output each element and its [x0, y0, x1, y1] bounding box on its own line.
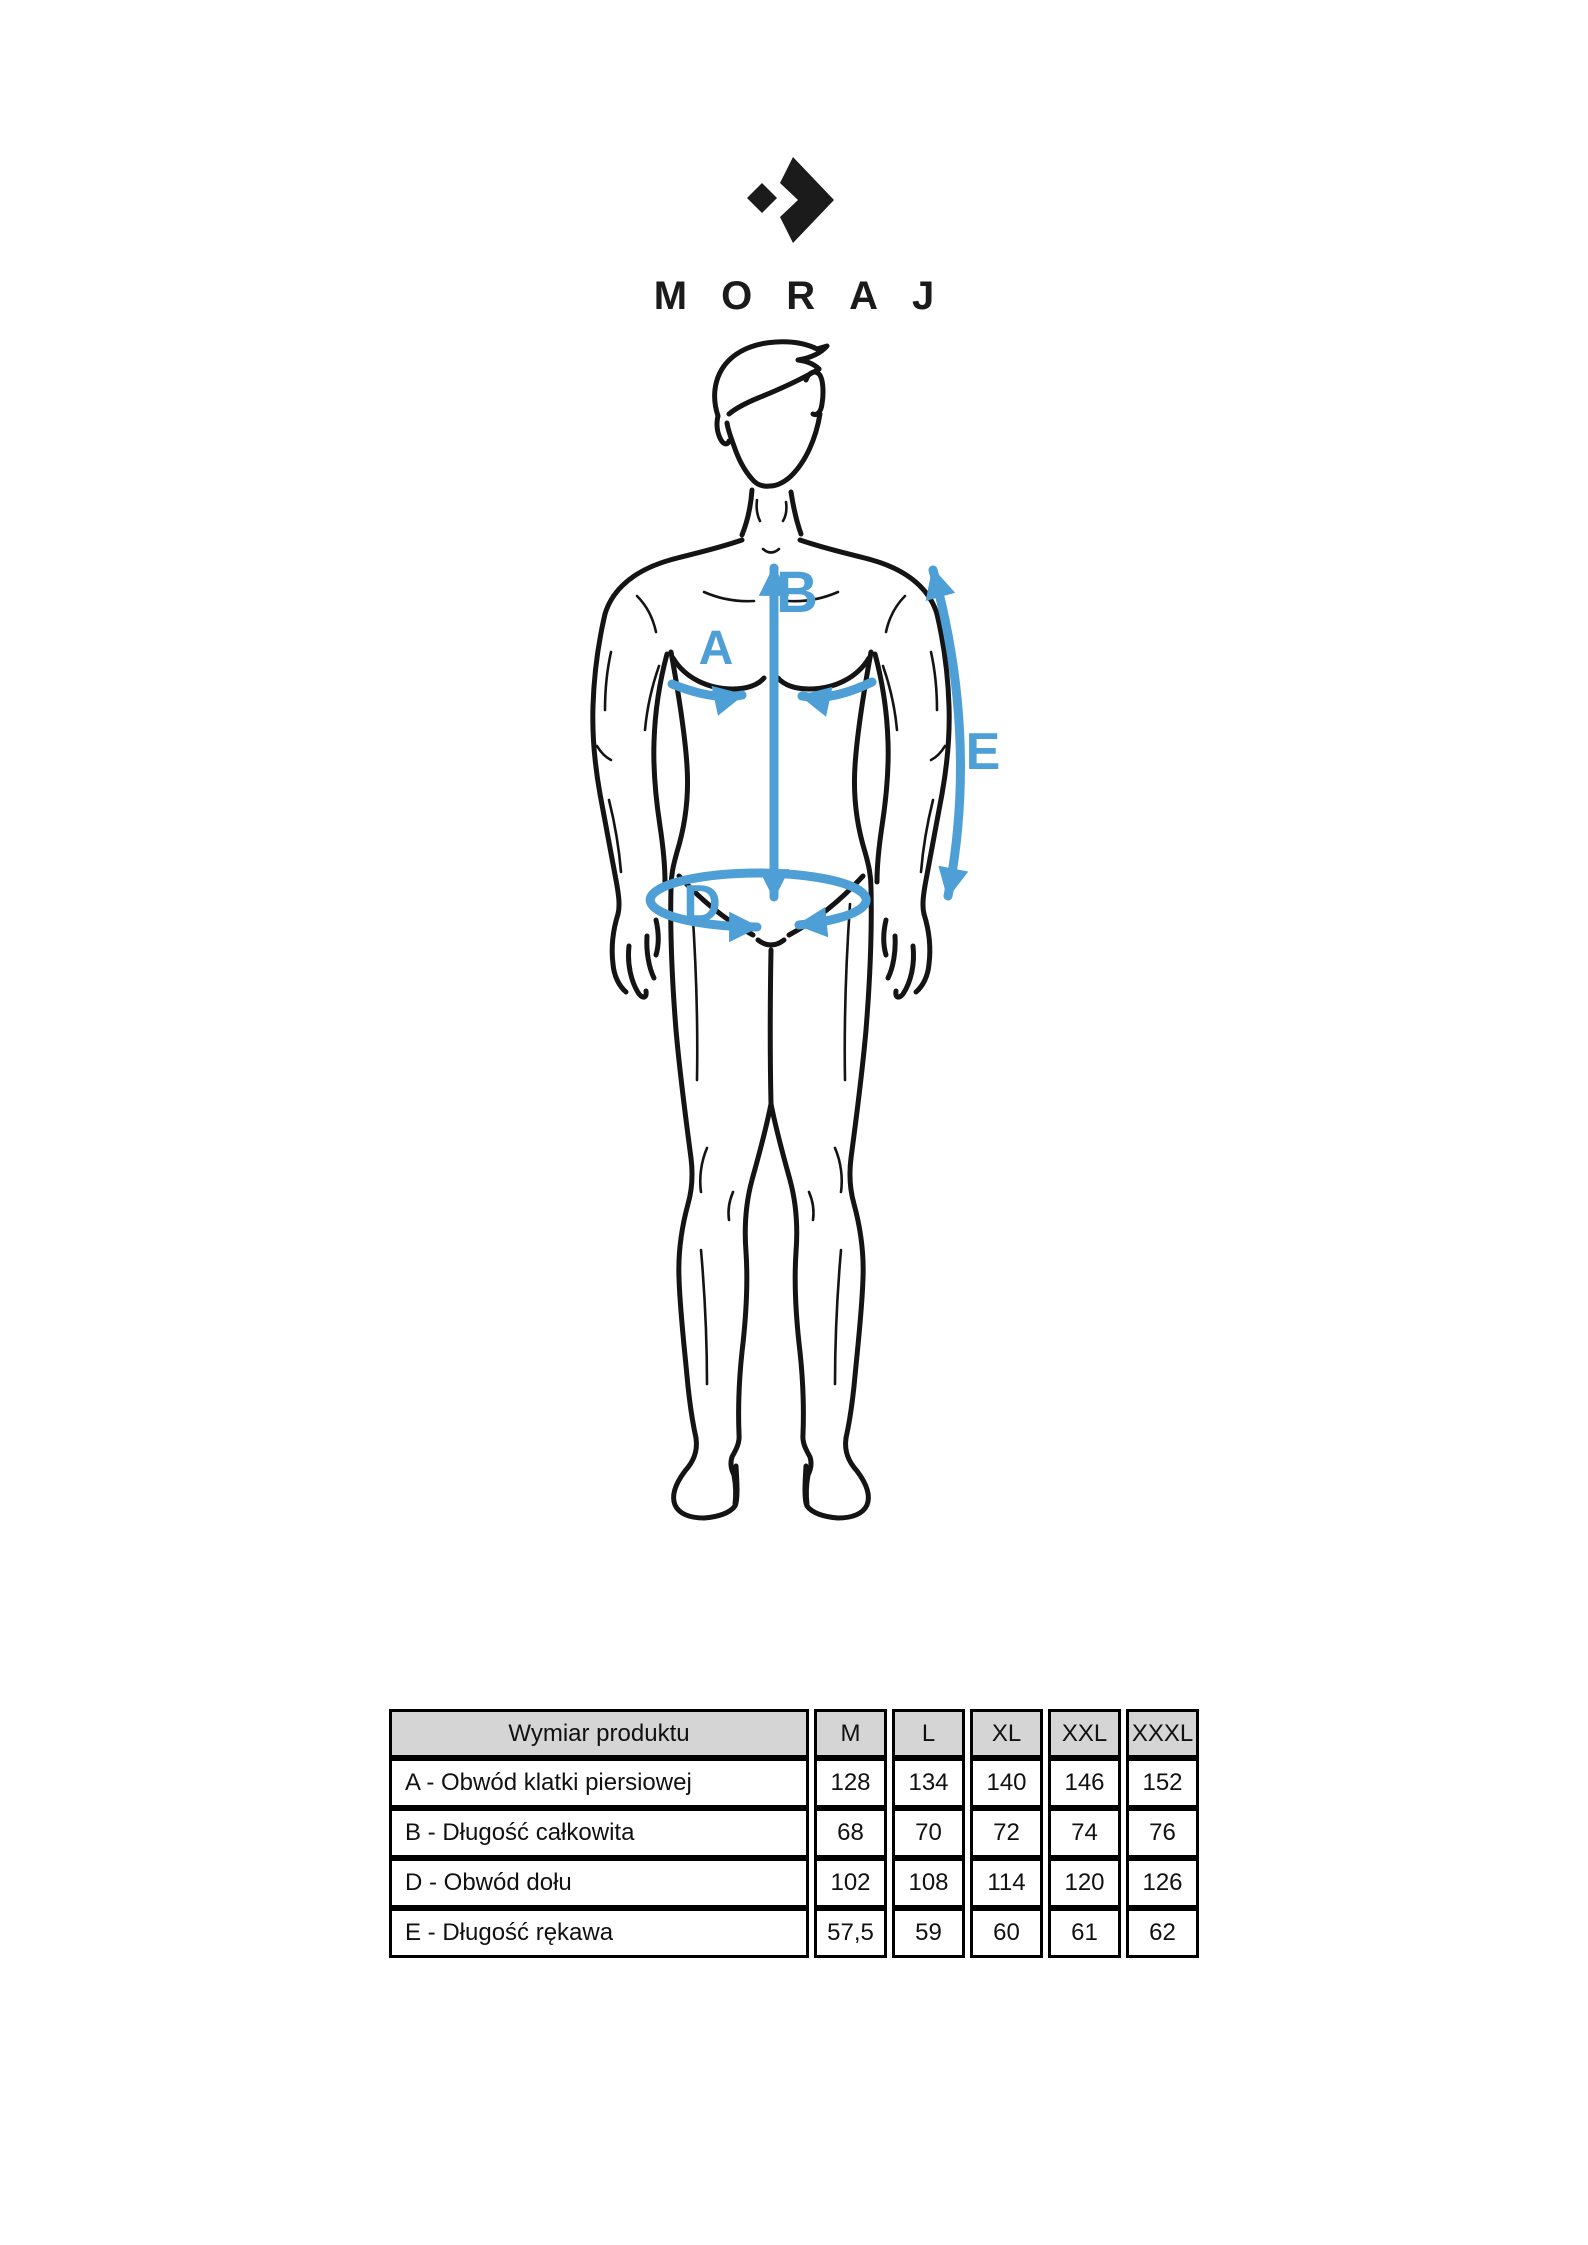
size-value: 140 [970, 1758, 1043, 1808]
inner-thigh-path [770, 950, 771, 1104]
arm-left-inner-path [654, 654, 667, 882]
arm-right-inner-path [875, 654, 888, 882]
right-ear-path [806, 372, 823, 415]
hand-right-path [916, 914, 930, 992]
size-value: 152 [1126, 1758, 1199, 1808]
table-header-row [389, 1709, 1199, 1758]
size-value: 59 [892, 1908, 965, 1958]
shoulder-right-path [800, 540, 937, 614]
hand-left-thumb-path [656, 920, 658, 955]
col-header-xl: XL [970, 1709, 1043, 1758]
col-header-l: L [892, 1709, 965, 1758]
logo-chevron-icon [780, 157, 834, 243]
size-value: 62 [1126, 1908, 1199, 1958]
size-value: 70 [892, 1808, 965, 1858]
size-value: 68 [814, 1808, 887, 1858]
hand-right-finger2-path [888, 936, 895, 978]
leg-right-outer-path [846, 888, 871, 1438]
label-e: E [965, 723, 1001, 781]
arm-left-outer-path [593, 614, 619, 914]
size-value: 60 [970, 1908, 1043, 1958]
table-row-d [389, 1858, 1199, 1908]
hand-right-finger-path [896, 946, 914, 997]
size-value: 120 [1048, 1858, 1121, 1908]
size-value: 126 [1126, 1858, 1199, 1908]
size-value: 134 [892, 1758, 965, 1808]
foot-left-path [674, 1438, 737, 1518]
leg-left-inner-path [739, 1104, 771, 1434]
row-label: D - Obwód dołu [389, 1858, 809, 1908]
size-value: 72 [970, 1808, 1043, 1858]
row-label: A - Obwód klatki piersiowej [389, 1758, 809, 1808]
label-b: B [776, 560, 818, 625]
table-row-e [389, 1908, 1199, 1958]
hand-left-finger2-path [647, 936, 654, 978]
col-header-xxxl: XXXL [1126, 1709, 1199, 1758]
row-label: E - Długość rękawa [389, 1908, 809, 1958]
col-header-m: M [814, 1709, 887, 1758]
brand-wordmark: MORAJ [653, 274, 969, 318]
hand-left-finger-path [628, 946, 646, 997]
hand-left-path [612, 914, 626, 992]
size-value: 108 [892, 1858, 965, 1908]
size-value: 114 [970, 1858, 1043, 1908]
size-value: 76 [1126, 1808, 1199, 1858]
table-row-a [389, 1758, 1199, 1808]
body-outline [593, 342, 949, 1518]
size-value: 146 [1048, 1758, 1121, 1808]
hand-right-thumb-path [884, 920, 886, 955]
col-header-xxl: XXL [1048, 1709, 1121, 1758]
size-table [384, 1709, 1204, 1958]
leg-left-outer-path [671, 888, 696, 1438]
size-value: 74 [1048, 1808, 1121, 1858]
size-value: 128 [814, 1758, 887, 1808]
brand-logo-mark [747, 157, 834, 243]
row-label: B - Długość całkowita [389, 1808, 809, 1858]
hair-path [715, 342, 827, 416]
col-header-dimension: Wymiar produktu [389, 1709, 809, 1758]
size-value: 61 [1048, 1908, 1121, 1958]
table-row-b [389, 1808, 1199, 1858]
neck-right-path [791, 492, 801, 534]
face-path [727, 414, 820, 486]
size-value: 57,5 [814, 1908, 887, 1958]
arm-right-outer-path [923, 614, 949, 914]
leg-right-inner-path [771, 1104, 803, 1434]
label-a: A [698, 622, 734, 675]
size-value: 102 [814, 1858, 887, 1908]
shoulder-left-path [605, 540, 742, 614]
neck-left-path [742, 490, 752, 535]
label-d: D [683, 875, 721, 933]
logo-diamond-icon [747, 183, 777, 213]
crotch-path [758, 940, 784, 945]
foot-right-path [805, 1438, 868, 1518]
